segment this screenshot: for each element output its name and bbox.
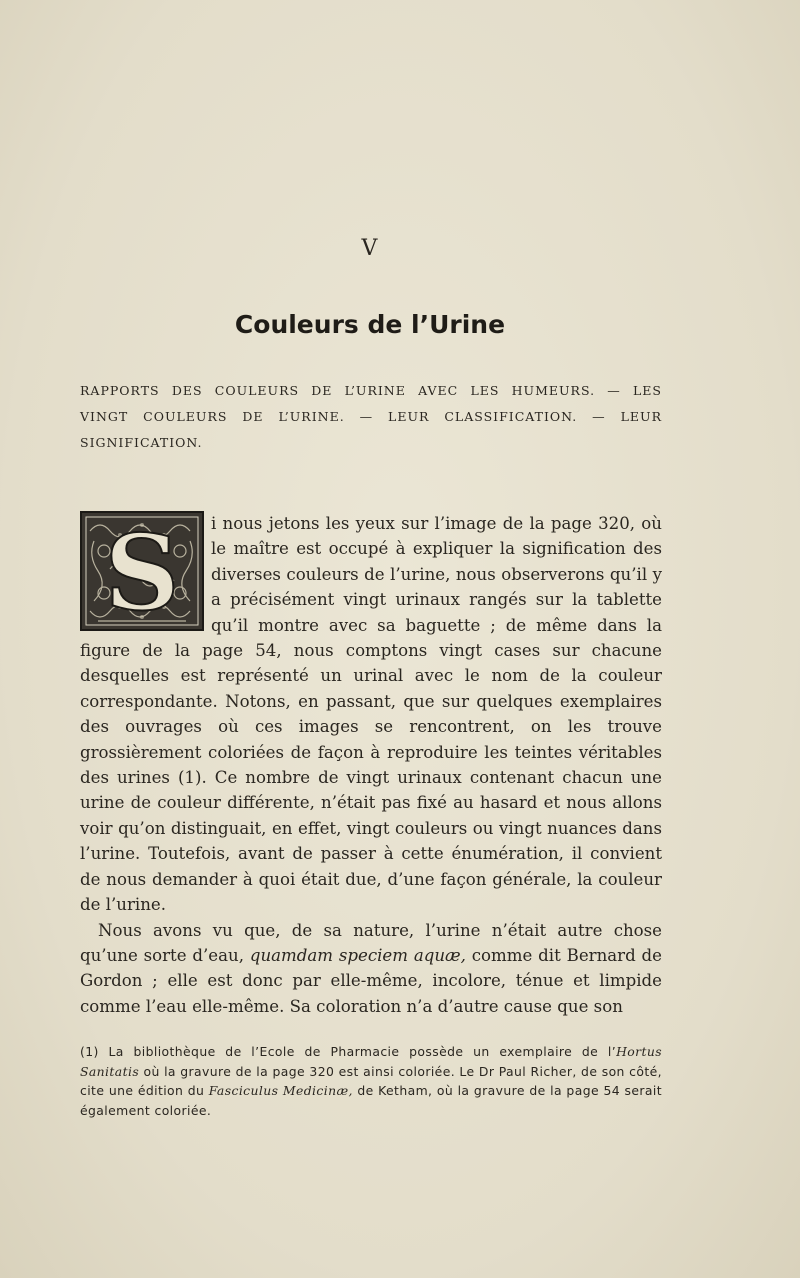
footnote-text: où la gravure de la page 320 est ainsi coloriée. Le Dr Paul Richer, de son côté, cite une édition du	[80, 1063, 662, 1099]
paragraph-text: i nous jetons les yeux sur l’image de la page 320, où le maître est occupé à expliquer la signification des diverses couleurs de l’urine, nous observerons qu’il y a précisément vingt urinaux rangés sur la tablette qu’il montre avec sa baguette ; de même dans la figure de la page 54, nous comptons vingt cases sur chacune desquelles est représenté un urinal avec le nom de la couleur correspondante. Notons, en passant, que sur quelques exemplaires des ouvrages où ces images se rencontrent, on les trouve grossièrement coloriées de façon à reproduire les teintes véritables des urines (1). Ce nombre de vingt urinaux contenant chacun une urine de couleur différente, n’était pas fixé au hasard et nous allons voir qu’on distinguait, en effet, vingt couleurs ou vingt nuances dans l’urine. Toutefois, avant de passer à cette énumération, il convient de nous demander à quoi était due, d’une façon générale, la couleur de l’urine.	[80, 514, 662, 915]
paragraph-text: Nous avons vu que, de sa nature, l’urine n’était autre chose qu’une sorte d’eau,	[80, 920, 662, 965]
book-title: Hortus Sanitatis	[80, 1044, 662, 1079]
summary-line: VINGT COULEURS DE L’URINE. — LEUR CLASSIFICATION. — LEUR	[80, 409, 662, 424]
footnote-text: (1) La bibliothèque de l’Ecole de Pharmacie possède un exemplaire de l’	[80, 1044, 617, 1059]
summary-line: RAPPORTS DES COULEURS DE L’URINE AVEC LES HUMEURS. — LES	[80, 383, 662, 398]
ornamental-initial-s-icon	[80, 511, 204, 631]
footnote-text: de Ketham, où la gravure de la page 54 serait également coloriée.	[80, 1083, 662, 1118]
latin-quote: quamdam speciem aquæ,	[249, 945, 466, 965]
paragraph	[80, 918, 662, 1020]
summary-line: SIGNIFICATION.	[80, 435, 203, 450]
paragraph-text: comme dit Bernard de Gordon ; elle est donc par elle-même, incolore, ténue et limpide comme l’eau elle-même. Sa coloration n’a d’autre cause que son	[80, 945, 662, 1016]
chapter-number: V	[361, 236, 379, 261]
body-text	[80, 511, 662, 1019]
footnote	[80, 1042, 662, 1120]
dropcap-letter: S	[104, 511, 180, 631]
book-title: Fasciculus Medicinæ,	[208, 1083, 353, 1099]
chapter-summary	[80, 378, 662, 456]
chapter-title: Couleurs de l’Urine	[234, 310, 506, 339]
